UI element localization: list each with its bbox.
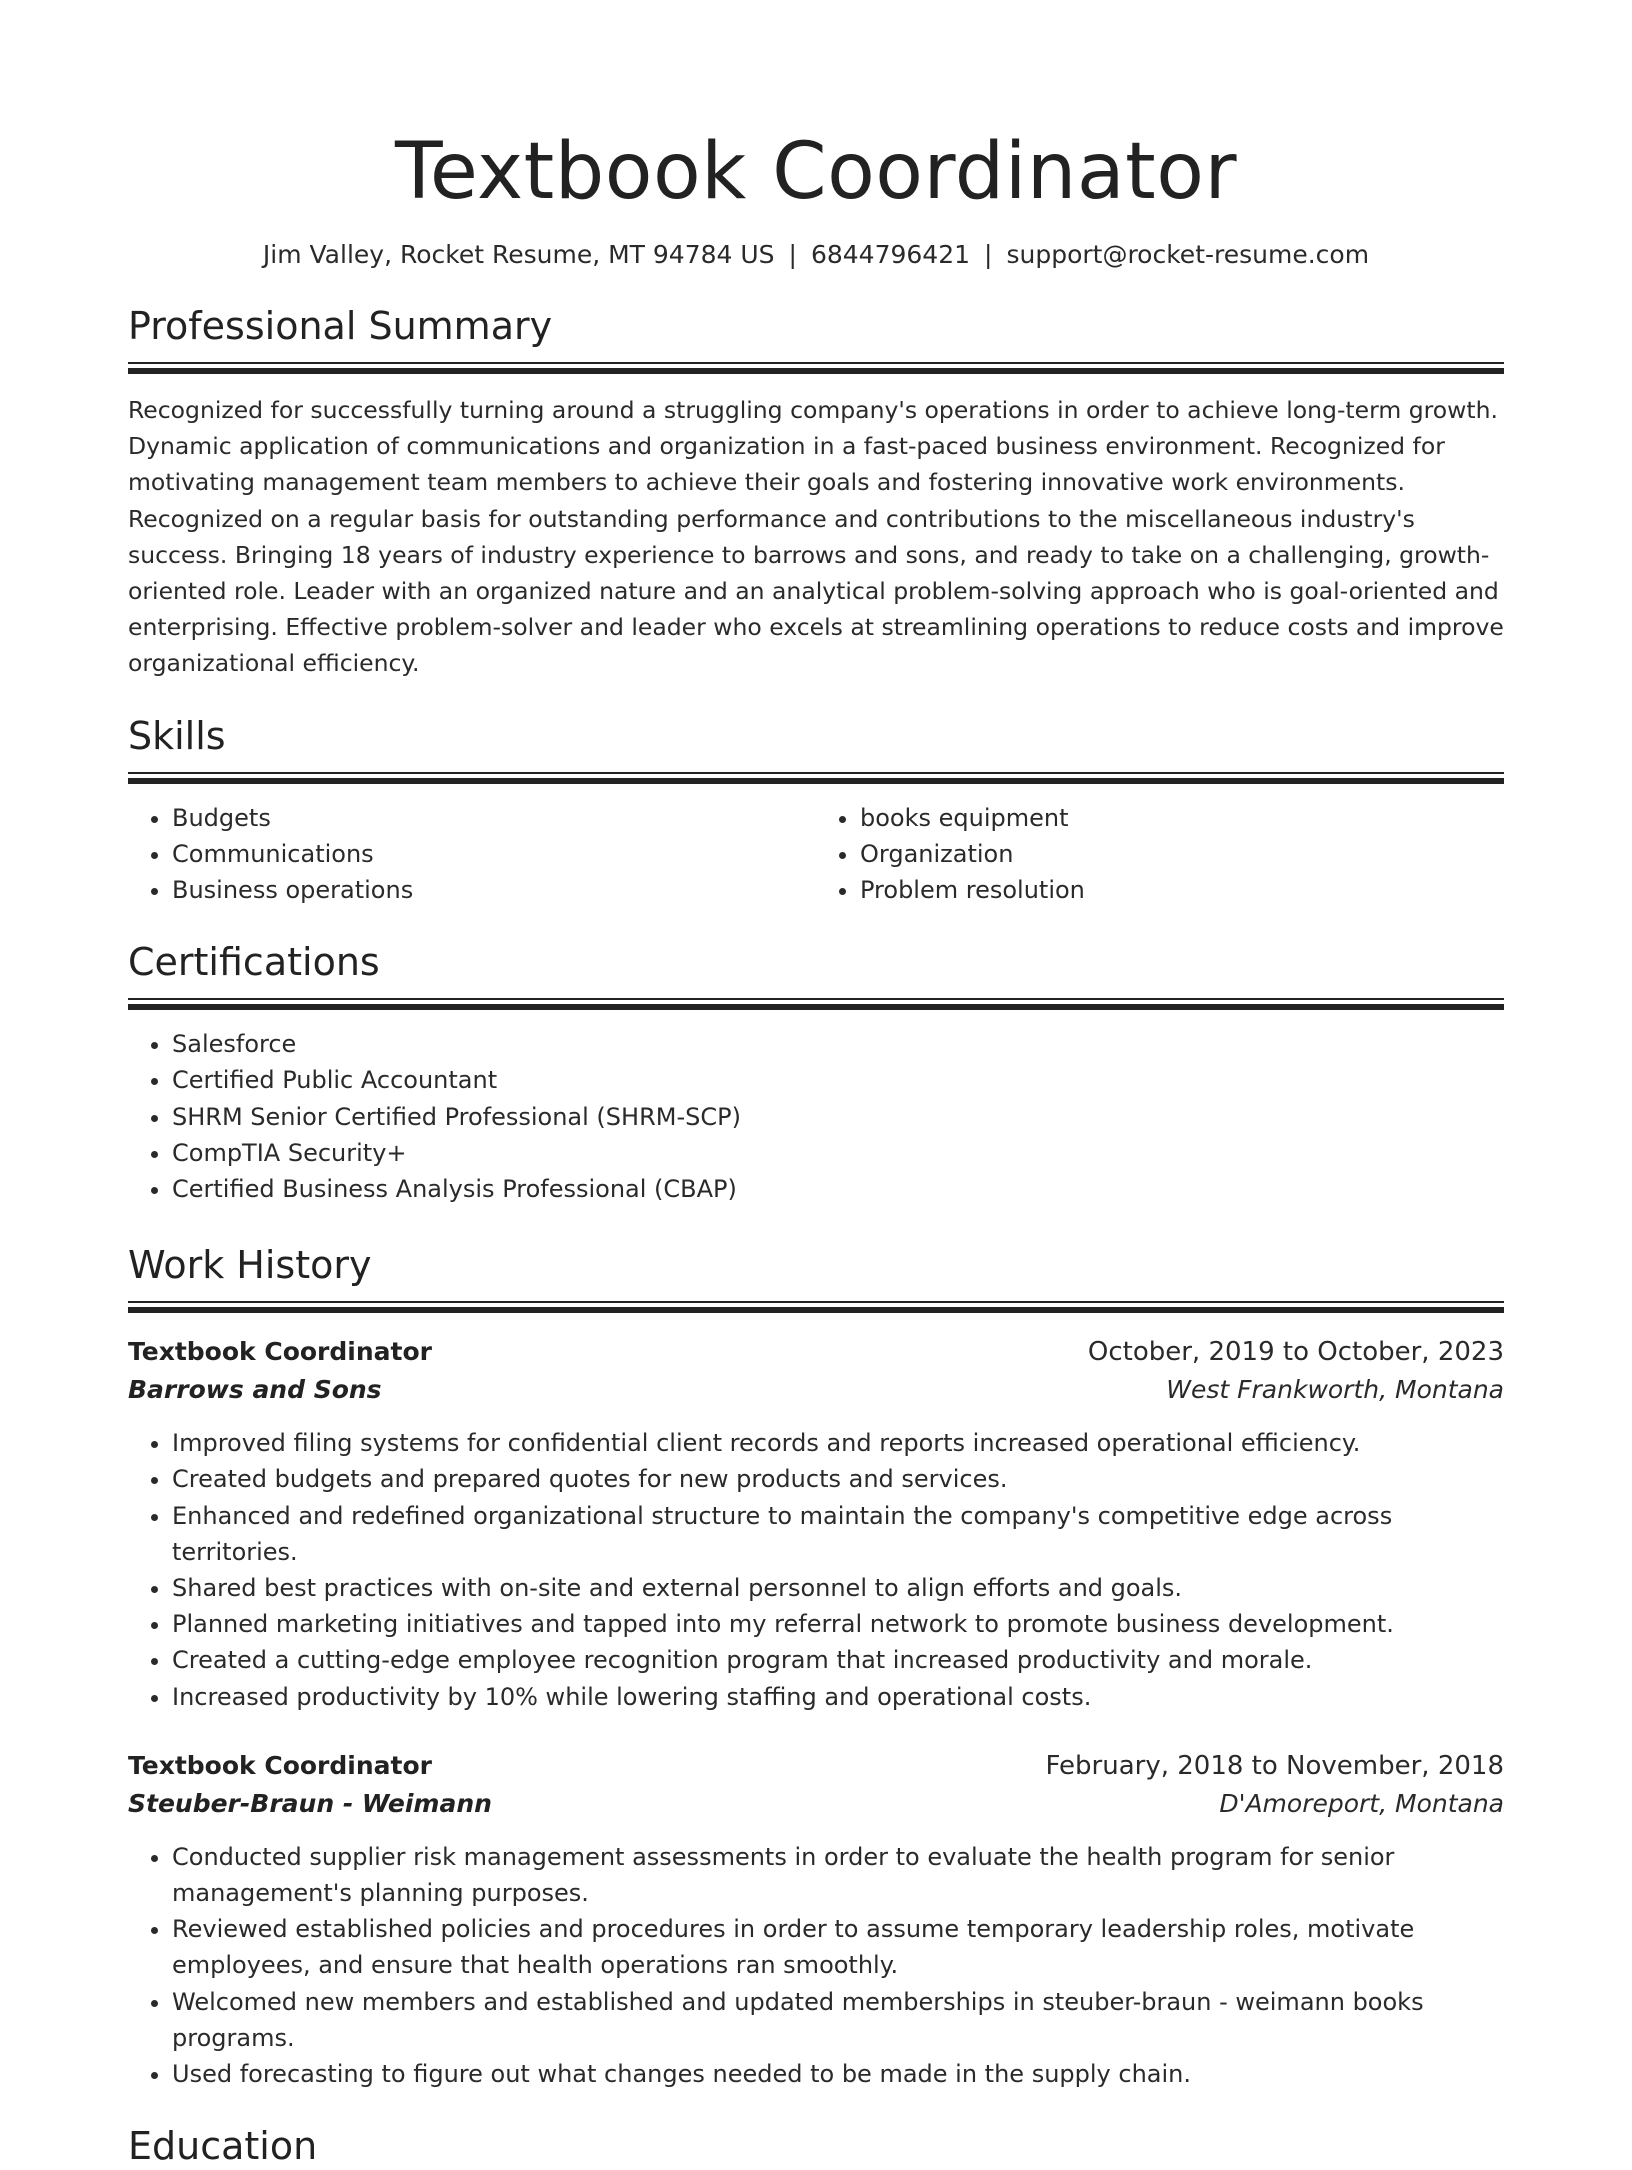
skills-list-right [816, 800, 1504, 909]
section-divider [128, 772, 1504, 784]
certifications-heading: Certifications [128, 940, 380, 985]
skills-columns [128, 800, 1504, 909]
job-bullet: • Planned marketing initiatives and tapped into my referral network to promote business development. [172, 1606, 1504, 1642]
skills-list-left [128, 800, 816, 909]
certification-item: • Certified Business Analysis Professional (CBAP) [172, 1171, 1504, 1207]
section-divider [128, 998, 1504, 1010]
skills-heading: Skills [128, 713, 226, 758]
job-bullet: • Created a cutting-edge employee recognition program that increased productivity and morale. [172, 1642, 1504, 1678]
job-company: Steuber-Braun - Weimann [128, 1788, 492, 1818]
job-bullet: • Shared best practices with on-site and external personnel to align efforts and goals. [172, 1570, 1504, 1606]
page-title: Textbook Coordinator [394, 127, 1238, 217]
job-bullet: • Conducted supplier risk management assessments in order to evaluate the health program for senior management's planning purposes. [172, 1839, 1504, 1911]
work-history-section [128, 1241, 1504, 2092]
work-history-heading: Work History [128, 1243, 372, 1288]
job-company-row [128, 1785, 1504, 1823]
skill-item: • Communications [172, 836, 816, 872]
job-bullet: • Welcomed new members and established and updated memberships in steuber-braun - weimann books programs. [172, 1984, 1504, 2056]
job-dates: October, 2019 to October, 2023 [1087, 1337, 1504, 1368]
job-location: D'Amoreport, Montana [1219, 1788, 1504, 1818]
job-entry [128, 1747, 1504, 2092]
job-header-row [128, 1333, 1504, 1371]
skills-section [128, 712, 1504, 909]
certifications-list [128, 1026, 1504, 1207]
contact-separator: | [984, 240, 993, 269]
summary-section [128, 302, 1504, 682]
education-section [128, 2122, 1504, 2170]
section-divider [128, 1301, 1504, 1313]
contact-phone: 6844796421 [810, 240, 971, 269]
contact-address: Jim Valley, Rocket Resume, MT 94784 US [262, 240, 775, 269]
skill-item: • books equipment [860, 800, 1504, 836]
job-company-row [128, 1371, 1504, 1409]
job-bullet: • Used forecasting to figure out what changes needed to be made in the supply chain. [172, 2056, 1504, 2092]
certification-item: • SHRM Senior Certified Professional (SHRM-SCP) [172, 1099, 1504, 1135]
job-bullet: • Increased productivity by 10% while lowering staffing and operational costs. [172, 1679, 1504, 1715]
job-bullets [128, 1425, 1504, 1715]
job-bullet: • Created budgets and prepared quotes for new products and services. [172, 1461, 1504, 1497]
education-heading: Education [128, 2124, 318, 2169]
certification-item: • Certified Public Accountant [172, 1062, 1504, 1098]
contact-line [128, 238, 1504, 272]
certifications-section [128, 938, 1504, 1207]
skill-item: • Organization [860, 836, 1504, 872]
job-bullet: • Reviewed established policies and procedures in order to assume temporary leadership roles, motivate employees, and ensure that health operations ran smoothly. [172, 1911, 1504, 1983]
job-title: Textbook Coordinator [128, 1337, 432, 1367]
contact-email[interactable]: support@rocket-resume.com [1006, 240, 1370, 269]
job-bullets [128, 1839, 1504, 2092]
section-divider [128, 362, 1504, 374]
job-location: West Frankworth, Montana [1166, 1375, 1504, 1405]
skill-item: • Problem resolution [860, 872, 1504, 908]
job-entry [128, 1333, 1504, 1715]
resume-page [128, 0, 1504, 2170]
summary-text: Recognized for successfully turning around a struggling company's operations in order to achieve long-term growth. Dynamic application of communications and organization in a fast-paced business environment. Recognized for motivating management team members to achieve their goals and fostering innovative work environments. Recognized on a regular basis for outstanding performance and contributions to the miscellaneous industry's success. Bringing 18 years of industry experience to barrows and sons, and ready to take on a challenging, growth-oriented role. Leader with an organized nature and an analytical problem-solving approach who is goal-oriented and enterprising. Effective problem-solver and leader who excels at streamlining operations to reduce costs and improve organizational efficiency. [128, 396, 1504, 678]
job-header-row [128, 1747, 1504, 1785]
certification-item: • CompTIA Security+ [172, 1135, 1504, 1171]
summary-heading: Professional Summary [128, 304, 553, 348]
skill-item: • Budgets [172, 800, 816, 836]
job-bullet: • Improved filing systems for confidential client records and reports increased operational efficiency. [172, 1425, 1504, 1461]
contact-separator: | [788, 240, 797, 269]
job-bullet: • Enhanced and redefined organizational structure to maintain the company's competitive edge across territories. [172, 1498, 1504, 1570]
certification-item: • Salesforce [172, 1026, 1504, 1062]
skill-item: • Business operations [172, 872, 816, 908]
job-company: Barrows and Sons [128, 1375, 382, 1405]
job-dates: February, 2018 to November, 2018 [1045, 1750, 1504, 1781]
job-title: Textbook Coordinator [128, 1750, 432, 1780]
